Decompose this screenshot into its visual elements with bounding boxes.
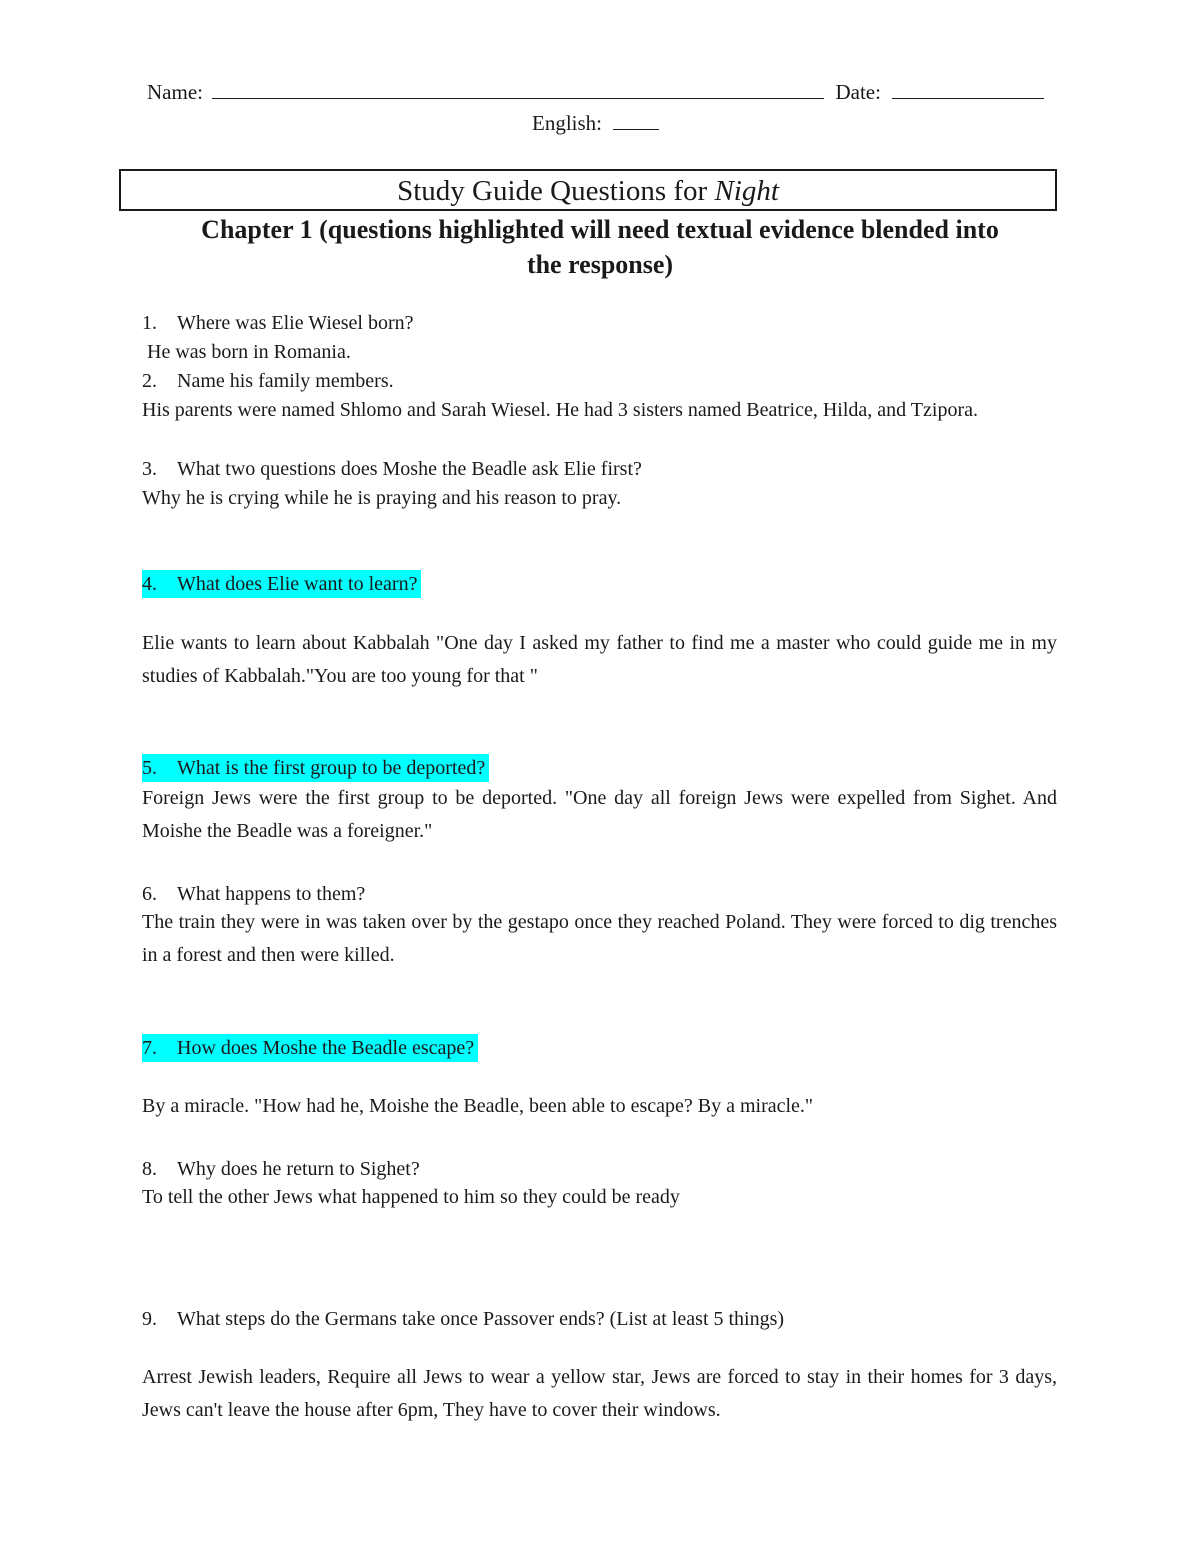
question-9: [142, 1305, 784, 1333]
question-5: [142, 754, 489, 782]
question-number: 1.: [142, 312, 157, 334]
name-blank: [212, 76, 824, 99]
answer-8: To tell the other Jews what happened to him so they could be ready: [142, 1186, 680, 1208]
answer-1: He was born in Romania.: [142, 341, 351, 363]
title-book: Night: [714, 175, 779, 207]
title-prefix: Study Guide Questions for: [397, 175, 715, 207]
question-text: What two questions does Moshe the Beadle ask Elie first?: [177, 458, 642, 480]
answer-3: Why he is crying while he is praying and his reason to pray.: [142, 487, 622, 509]
question-text: What is the first group to be deported?: [177, 757, 486, 779]
question-text: Where was Elie Wiesel born?: [177, 312, 414, 334]
question-3: [142, 455, 642, 483]
date-label: Date:: [835, 80, 881, 104]
question-8: [142, 1155, 420, 1183]
name-date-line: [147, 76, 1044, 106]
title-box: [119, 169, 1057, 211]
question-6: [142, 880, 365, 908]
answer-6: The train they were in was taken over by the gestapo once they reached Poland. They were forced to dig trenches in a forest and then were killed.: [142, 911, 1057, 966]
question-number: 4.: [142, 573, 157, 595]
english-line: [532, 107, 659, 137]
question-text: Why does he return to Sighet?: [177, 1158, 420, 1180]
answer-9: Arrest Jewish leaders, Require all Jews to wear a yellow star, Jews are forced to stay in their homes for 3 days, Jews can't leave the house after 6pm, They have to cover their windows.: [142, 1366, 1057, 1421]
question-number: 2.: [142, 370, 157, 392]
question-text: What steps do the Germans take once Passover ends? (List at least 5 things): [177, 1308, 785, 1330]
answer-5: Foreign Jews were the first group to be deported. "One day all foreign Jews were expelled from Sighet. And Moishe the Beadle was a foreigner.": [142, 787, 1057, 842]
chapter-heading-line2: the response): [526, 250, 674, 279]
question-number: 3.: [142, 458, 157, 480]
english-label: English:: [532, 111, 603, 135]
question-text: What does Elie want to learn?: [177, 573, 418, 595]
answer-7: By a miracle. "How had he, Moishe the Beadle, been able to escape? By a miracle.": [142, 1095, 814, 1117]
date-blank: [892, 76, 1044, 99]
question-number: 5.: [142, 757, 157, 779]
question-7: [142, 1034, 478, 1062]
question-number: 6.: [142, 883, 157, 905]
answer-4: Elie wants to learn about Kabbalah "One day I asked my father to find me a master who could guide me in my studies of Kabbalah."You are too young for that ": [142, 632, 1057, 687]
answer-2: His parents were named Shlomo and Sarah Wiesel. He had 3 sisters named Beatrice, Hilda, and Tzipora.: [142, 399, 978, 421]
chapter-heading-line1: Chapter 1 (questions highlighted will need textual evidence blended into: [201, 215, 999, 244]
question-number: 7.: [142, 1037, 157, 1059]
question-1: [142, 309, 414, 337]
name-label: Name:: [147, 80, 203, 104]
question-4: [142, 570, 421, 598]
question-number: 8.: [142, 1158, 157, 1180]
question-text: Name his family members.: [177, 370, 394, 392]
question-text: How does Moshe the Beadle escape?: [177, 1037, 475, 1059]
question-text: What happens to them?: [177, 883, 366, 905]
question-number: 9.: [142, 1308, 157, 1330]
question-2: [142, 367, 394, 395]
english-blank: [613, 107, 659, 130]
